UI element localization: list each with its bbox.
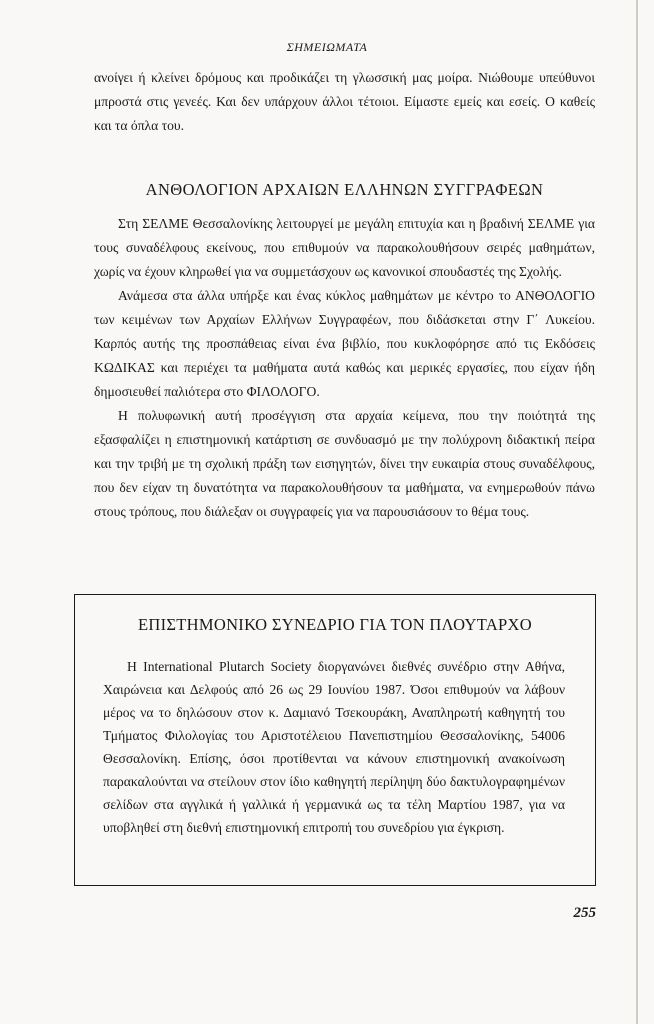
running-head: ΣΗΜΕΙΩΜΑΤΑ [286,40,368,54]
paragraph: ανοίγει ή κλείνει δρόμους και προδικάζει τη γλωσσική μας μοίρα. Νιώθουμε υπεύθυνοι μπροστά στις γενεές. Και δεν υπάρχουν άλλοι τέτοιοι. Είμαστε εμείς και εσείς. Ο καθείς και τα όπλα του. [94,70,595,133]
paragraph: Η πολυφωνική αυτή προσέγγιση στα αρχαία κείμενα, που την ποιότητά της εξασφαλίζει η επιστημονική κατάρτιση σε συνδυασμό με την πολύχρονη διδακτική πείρα και την τριβή με τη σχολική πράξη των εισηγητών, δίνει την ευκαιρία στους συναδέλφους, που δεν είχαν τη δυνατότητα να παρακολουθήσουν τα μαθήματα, να ενημερωθούν πάνω στους τρόπους, που διάλεξαν οι συγγραφείς για να παρουσιάσουν το θέμα τους. [94,408,595,519]
paragraph: Η International Plutarch Society διοργανώνει διεθνές συνέδριο στην Αθήνα, Χαιρώνεια και Δελφούς από 26 ως 29 Ιουνίου 1987. Όσοι επιθυμούν να λάβουν μέρος να το δηλώσουν στον κ. Δαμιανό Τσεκουράκη, Αναπληρωτή καθηγητή του Τμήματος Φιλολογίας του Αριστοτέλειου Πανεπιστημίου Θεσσαλονίκης, 54006 Θεσσαλονίκη. Επίσης, όσοι προτίθενται να κάνουν επιστημονική ανακοίνωση παρακαλούνται να στείλουν στον ίδιο καθηγητή περίληψη δύο δακτυλογραφημένων σελίδων στα αγγλικά ή γαλλικά ή γερμανικά ως τα τέλη Μαρτίου 1987, για να υποβληθεί στη διεθνή επιστημονική επιτροπή του συνεδρίου για έγκριση. [103,659,565,835]
page-number: 255 [573,905,596,921]
notice-body [103,655,565,839]
notice-title: ΕΠΙΣΤΗΜΟΝΙΚΟ ΣΥΝΕΔΡΙΟ ΓΙΑ ΤΟΝ ΠΛΟΥΤΑΡΧΟ [138,615,532,634]
section-heading: ΑΝΘΟΛΟΓΙΟΝ ΑΡΧΑΙΩΝ ΕΛΛΗΝΩΝ ΣΥΓΓΡΑΦΕΩΝ [145,180,544,199]
notice-box [74,594,596,886]
section-body [94,212,595,524]
paragraph: Στη ΣΕΛΜΕ Θεσσαλονίκης λειτουργεί με μεγάλη επιτυχία και η βραδινή ΣΕΛΜΕ για τους συναδέλφους εκείνους, που επιθυμούν να παρακολουθήσουν σειρές μαθημάτων, χωρίς να έχουν κληρωθεί για να συμμετάσχουν ως κανονικοί σπουδαστές της Σχολής. [94,216,595,279]
paragraph: Ανάμεσα στα άλλα υπήρξε και ένας κύκλος μαθημάτων με κέντρο το ΑΝΘΟΛΟΓΙΟ των κειμένων των Αρχαίων Ελλήνων Συγγραφέων, που διδάσκεται στην Γ΄ Λυκείου. Καρπός αυτής της προσπάθειας είναι ένα βιβλίο, που κυκλοφόρησε από τις Εκδόσεις ΚΩΔΙΚΑΣ και περιέχει τα μαθήματα αυτά καθώς και μερικές εργασίες, που είχαν ήδη δημοσιευθεί παλιότερα στο ΦΙΛΟΛΟΓΟ. [94,288,595,399]
continued-paragraph [94,66,595,138]
gutter-shadow [636,0,638,1024]
